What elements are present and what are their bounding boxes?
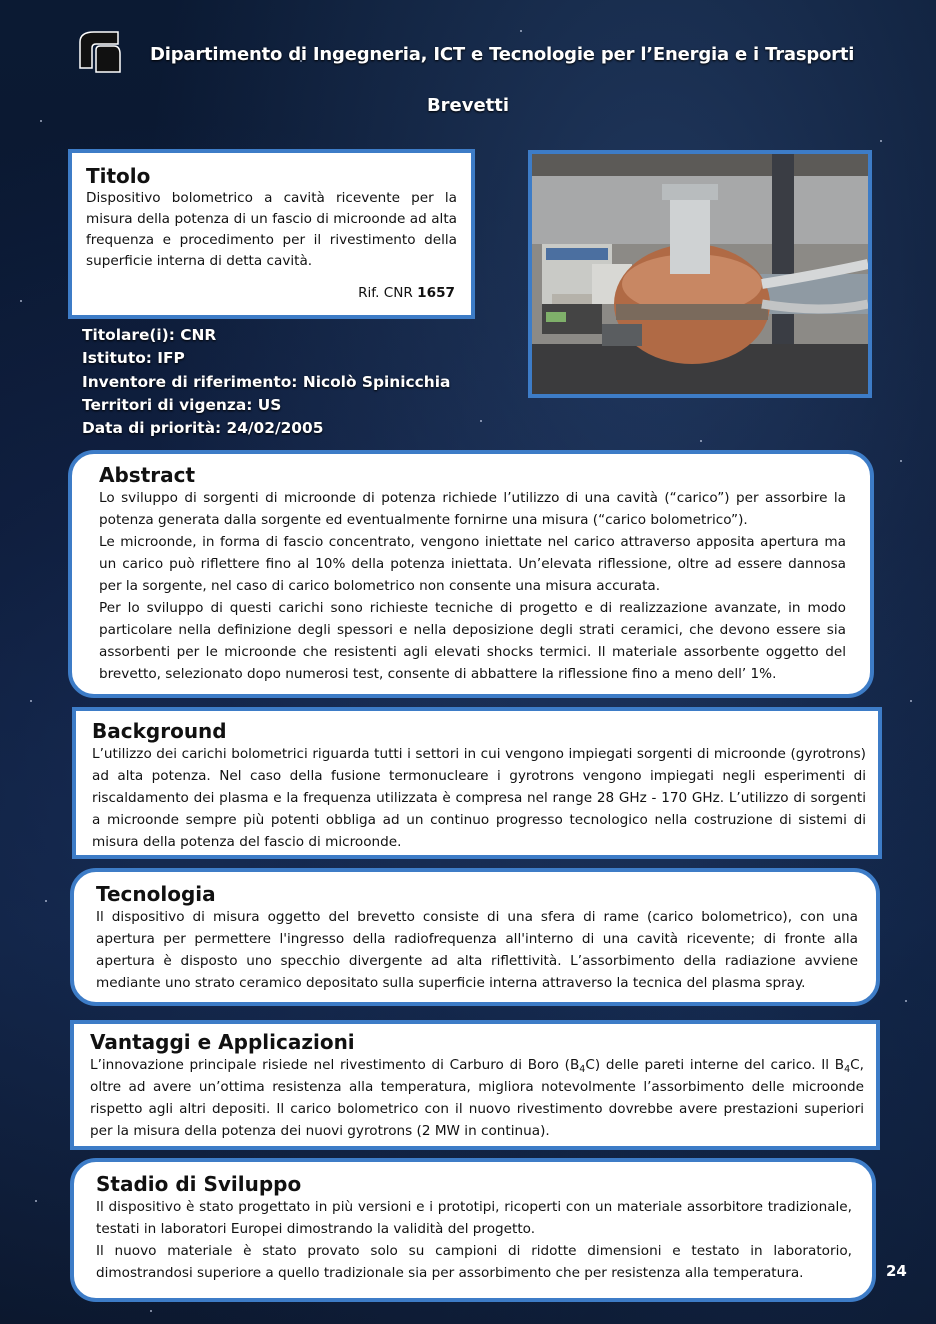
stadio-paragraph: Il nuovo materiale è stato provato solo su campioni di ridotte dimensioni e testato in laboratorio, dimostrandosi superiore a quello tradizionale sia per assorbimento che per resistenza alla temperatura. [96,1243,852,1281]
section-subtitle: Brevetti [426,95,510,116]
background-text: L’utilizzo dei carichi bolometrici riguarda tutti i settori in cui vengono impiegati sorgenti di microonde (gyrotrons) ad alta potenza. Nel caso della fusione termonucleare i gyrotrons vengono impiegati negli esperimenti di riscaldamento dei plasma e la frequenza utilizzata è compresa nel range 28 GHz - 170 GHz. L’utilizzo di sorgenti a microonde sempre più potenti obbliga ad un continuo progresso tecnologico nella costruzione di sistemi di misura della potenza del fascio di microonde. [92,746,866,850]
stadio-heading: Stadio di Sviluppo [96,1172,302,1196]
patent-info [82,324,450,440]
info-holder: Titolare(i): CNR [82,326,217,344]
abstract-paragraph: Per lo sviluppo di questi carichi sono richieste tecniche di progetto e di realizzazione avanzate, in modo particolare nella definizione degli spessori e nella deposizione degli strati ceramici, che devono essere sia assorbenti per le microonde che resistenti agli elevati shocks termici. Il materiale assorbente oggetto del brevetto, selezionato dopo numerosi test, consente di abbattere la riflessione fino a meno dell’ 1%. [99,600,846,682]
tecnologia-text: Il dispositivo di misura oggetto del brevetto consiste di una sfera di rame (carico bolometrico), con una apertura per permettere l'ingresso della radiofrequenza all'interno di una cavità ricevente; di fronte alla apertura è disposto uno specchio divergente ad alta riflettività. L’assorbimento della radiazione avviene mediante uno strato ceramico depositato sulla superficie interna attraverso la tecnica del plasma spray. [96,909,858,991]
page-number: 24 [886,1262,907,1280]
bolometric-load-photo [528,150,872,398]
info-institute: Istituto: IFP [82,349,185,368]
titolo-box [68,149,475,319]
abstract-box [68,450,874,698]
department-title: Dipartimento di Ingegneria, ICT e Tecnologie per l’Energia e i Trasporti [150,44,855,65]
stadio-paragraph: Il dispositivo è stato progettato in più versioni e i prototipi, ricoperti con un materiale assorbitore tradizionale, testati in laboratori Europei dimostrando la validità del progetto. [96,1199,852,1237]
abstract-paragraph: Lo sviluppo di sorgenti di microonde di potenza richiede l’utilizzo di una cavità (“carico”) per assorbire la potenza generata dalla sorgente ed eventualmente fornirne una misura (“carico bolometrico”). [99,490,846,528]
vantaggi-box [70,1020,880,1150]
vantaggi-text: L’innovazione principale risiede nel rivestimento di Carburo di Boro $(B_4C)$ delle pareti interne del carico. Il $B_4C$, oltre ad avere un’ottima resistenza alla temperatura, migliora notevolmente l’assorbimento delle microonde rispetto agli altri depositi. Il carico bolometrico con il nuovo rivestimento dovrebbe avere prestazioni superiori per la misura della potenza dei nuovi gyrotrons (2 MW in continua). [90,1057,864,1139]
background-heading: Background [92,719,227,743]
background-box [72,707,882,859]
info-inventor: Inventore di riferimento: Nicolò Spinicchia [82,372,451,391]
reference-label: Rif. CNR [358,285,418,301]
reference-number: 1657 [417,285,455,301]
abstract-paragraph: Le microonde, in forma di fascio concentrato, vengono iniettate nel carico attraverso apposita apertura ma un carico può riflettere fino al 10% della potenza iniettata. Un’elevata riflessione, oltre ad essere dannosa per la sorgente, nel caso di carico bolometrico non consente una misura accurata. [99,534,846,594]
stadio-box [70,1158,876,1302]
abstract-heading: Abstract [99,463,196,487]
info-priority-date: Data di priorità: 24/02/2005 [82,419,324,438]
tecnologia-heading: Tecnologia [96,882,216,906]
tecnologia-box [70,868,880,1006]
vantaggi-heading: Vantaggi e Applicazioni [90,1030,355,1054]
info-territories: Territori di vigenza: US [82,395,282,414]
titolo-heading: Titolo [86,164,151,188]
cnr-logo [74,28,124,74]
titolo-reference [86,285,457,301]
titolo-text: Dispositivo bolometrico a cavità ricevente per la misura della potenza di un fascio di microonde ad alta frequenza e procedimento per il rivestimento della superficie interna di detta cavità. [86,190,457,269]
